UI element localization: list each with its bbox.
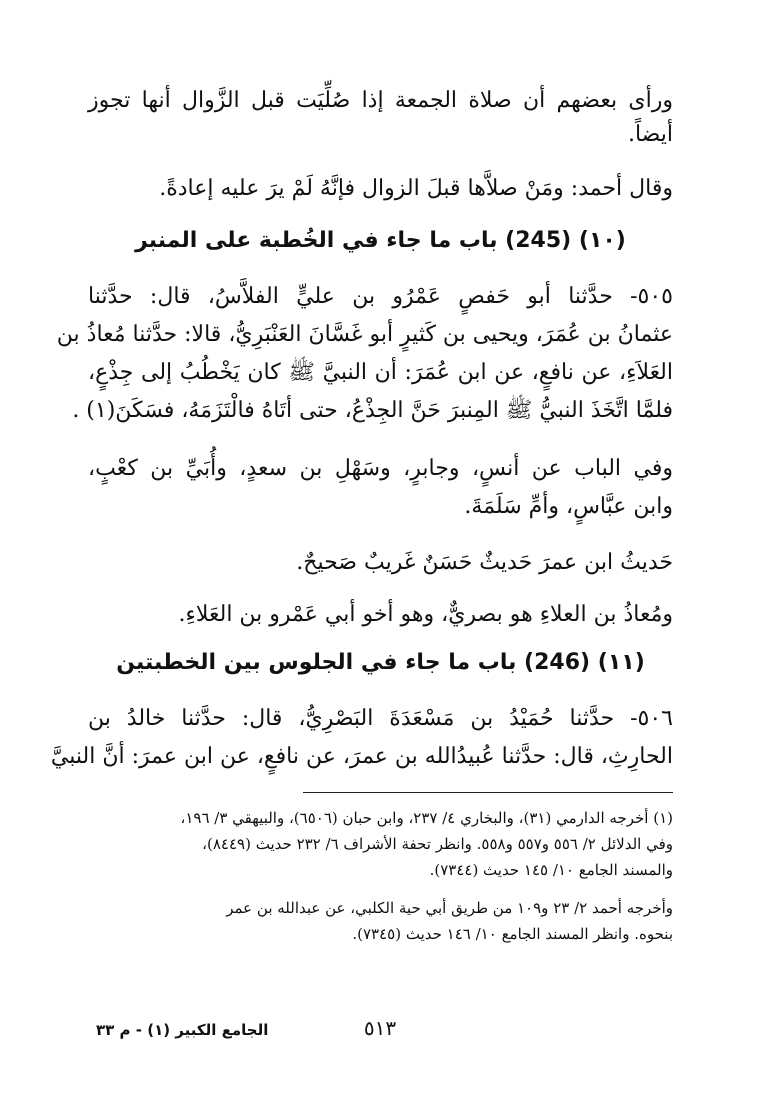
hadith-line: ٥٠٥- حدَّثنا أبو حَفصٍ عَمْرُو بن عليٍّ الفلاَّسُ، قال: حدَّثنا (88, 284, 673, 309)
footnote-line: (١) أخرجه الدارمي (٣١)، والبخاري ٤/ ٢٣٧، وابن حبان (٦٥٠٦)، والبيهقي ٣/ ١٩٦، (180, 809, 673, 827)
hadith-line: العَلاَءِ، عن نافعٍ، عن ابن عُمَرَ: أن النبيَّ ﷺ كان يَخْطُبُ إلى جِذْعٍ، (88, 360, 673, 385)
hadith-line: ٥٠٦- حدَّثنا حُمَيْدُ بن مَسْعَدَةَ البَصْرِيُّ، قال: حدَّثنا خالدُ بن (88, 706, 673, 731)
chapter-heading: (١١) (246) باب ما جاء في الجلوس بين الخطبتين (116, 650, 645, 675)
page-number: ٥١٣ (363, 1016, 397, 1040)
hadith-line: فلمَّا اتَّخَذَ النبيُّ ﷺ المِنبرَ حَنَّ الجِذْعُ، حتى أتَاهُ فالْتَزَمَهُ، فسَكَنَ(١) . (72, 398, 673, 423)
body-line: ومُعاذُ بن العلاءِ هو بصريٌّ، وهو أخو أبي عَمْرو بن العَلاءِ. (178, 602, 673, 627)
body-line: وفي الباب عن أنسٍ، وجابرٍ، وسَهْلِ بن سعدٍ، وأُبَيِّ بن كعْبٍ، (88, 456, 673, 481)
body-line: ورأى بعضهم أن صلاة الجمعة إذا صُلِّيَت قبل الزَّوال أنها تجوز (88, 88, 673, 113)
footnote-separator (303, 792, 673, 793)
footnote-line: والمسند الجامع ١٠/ ١٤٥ حديث (٧٣٤٤). (429, 861, 673, 879)
chapter-heading: (١٠) (245) باب ما جاء في الخُطبة على المنبر (135, 228, 626, 253)
hadith-line: عثمانُ بن عُمَرَ، ويحيى بن كَثيرٍ أبو غَسَّانَ العَنْبَرِيُّ، قالا: حدَّثنا مُعاذُ بن (56, 322, 673, 347)
body-line: أيضاً. (627, 122, 673, 147)
footnote-line: وفي الدلائل ٢/ ٥٥٦ و٥٥٧ و٥٥٨. وانظر تحفة الأشراف ٦/ ٢٣٢ حديث (٨٤٤٩)، (202, 835, 673, 853)
body-line: وقال أحمد: ومَنْ صلاَّها قبلَ الزوال فإنَّهُ لَمْ يرَ عليه إعادةً. (159, 176, 673, 201)
body-line: وابن عبَّاسٍ، وأمِّ سَلَمَةَ. (464, 494, 673, 519)
grading-line: حَديثُ ابن عمرَ حَديثٌ حَسَنٌ غَريبٌ صَحيحٌ. (296, 550, 673, 575)
footnote-line: وأخرجه أحمد ٢/ ٢٣ و١٠٩ من طريق أبي حية الكلبي، عن عبدالله بن عمر (226, 899, 673, 917)
book-title-footer: الجامع الكبير (١) - م ٣٣ (96, 1021, 269, 1039)
hadith-line: الحارِثِ، قال: حدَّثنا عُبيدُالله بن عمرَ، عن نافعٍ، عن ابن عمرَ: أنَّ النبيَّ (50, 744, 673, 769)
footnote-line: بنحوه. وانظر المسند الجامع ١٠/ ١٤٦ حديث (٧٣٤٥). (352, 925, 673, 943)
